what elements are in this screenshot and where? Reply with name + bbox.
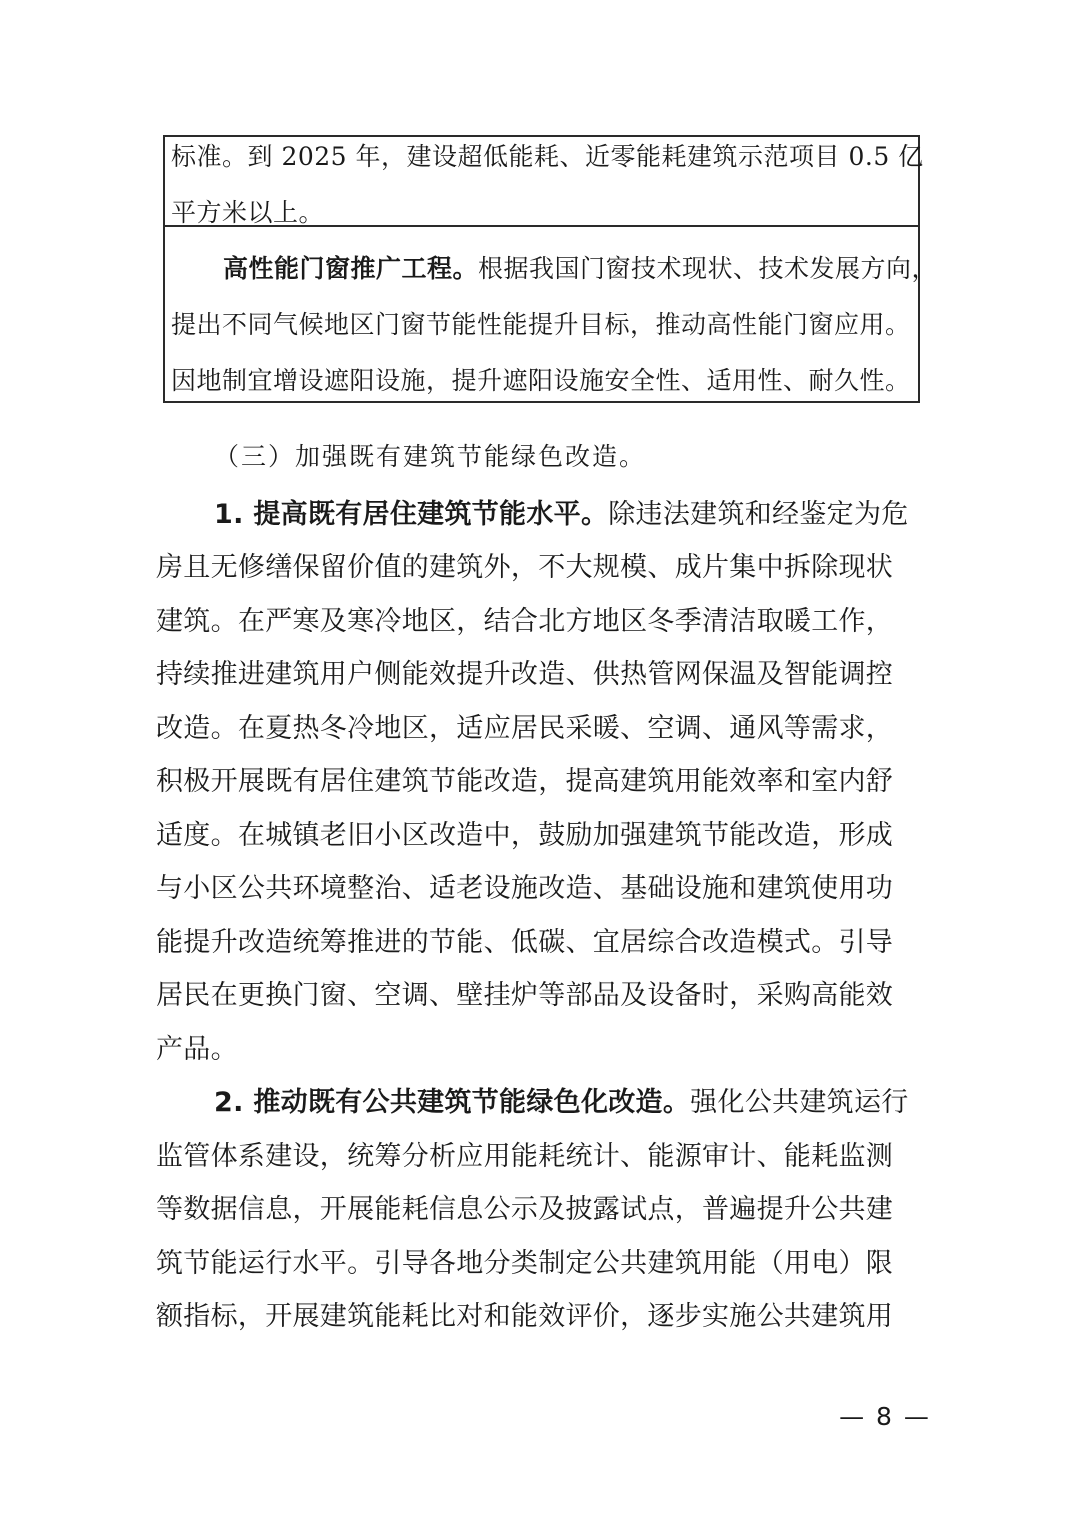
text-line: 与小区公共环境整治、适老设施改造、基础设施和建筑使用功 <box>156 873 894 904</box>
text-line: 持续推进建筑用户侧能效提升改造、供热管网保温及智能调控 <box>156 659 894 690</box>
text-line: 居民在更换门窗、空调、壁挂炉等部品及设备时，采购高能效 <box>156 980 894 1011</box>
text-line: 等数据信息，开展能耗信息公示及披露试点，普遍提升公共建 <box>156 1194 894 1225</box>
text-line <box>156 1076 926 1130</box>
text-line: 因地制宜增设遮阳设施，提升遮阳设施安全性、适用性、耐久性。 <box>171 366 911 395</box>
callout-box <box>163 135 938 403</box>
text-span: 根据我国门窗技术现状、技术发展方向， <box>478 254 938 283</box>
text-line: 能提升改造统筹推进的节能、低碳、宜居综合改造模式。引导 <box>156 926 894 958</box>
text-line: 积极开展既有居住建筑节能改造，提高建筑用能效率和室内舒 <box>156 766 894 797</box>
text-line: 平方米以上。 <box>171 198 325 227</box>
text-line: 产品。 <box>156 1033 238 1065</box>
text-line: 额指标，开展建筑能耗比对和能效评价，逐步实施公共建筑用 <box>156 1301 894 1332</box>
text-span: 除违法建筑和经鉴定为危 <box>608 498 909 530</box>
text-span: 强化公共建筑运行 <box>690 1087 909 1118</box>
page-number: — 8 — <box>839 1402 931 1431</box>
text-line: 标准。到 2025 年，建设超低能耗、近零能耗建筑示范项目 0.5 亿 <box>171 142 924 171</box>
item-title: 2. 推动既有公共建筑节能绿色化改造。 <box>214 1087 691 1118</box>
text-line: 提出不同气候地区门窗节能性能提升目标，推动高性能门窗应用。 <box>171 310 911 339</box>
text-line: 适度。在城镇老旧小区改造中，鼓励加强建筑节能改造，形成 <box>156 819 894 851</box>
item-title: 1. 提高既有居住建筑节能水平。 <box>214 498 609 530</box>
text-line <box>171 241 938 297</box>
callout-section-ultra-low-energy <box>165 129 924 227</box>
text-line: 房且无修缮保留价值的建筑外，不大规模、成片集中拆除现状 <box>156 552 894 583</box>
text-line <box>156 488 926 542</box>
paragraph-item-1 <box>156 488 926 1077</box>
section-heading: （三）加强既有建筑节能绿色改造。 <box>214 442 647 471</box>
paragraph-item-2 <box>156 1076 926 1344</box>
text-line: 筑节能运行水平。引导各地分类制定公共建筑用能（用电）限 <box>156 1247 894 1279</box>
callout-title: 高性能门窗推广工程。 <box>223 254 479 283</box>
text-line: 建筑。在严寒及寒冷地区，结合北方地区冬季清洁取暖工作， <box>156 605 894 637</box>
callout-section-windows-doors <box>165 227 938 401</box>
body-text <box>156 430 926 1344</box>
text-line: 监管体系建设，统筹分析应用能耗统计、能源审计、能耗监测 <box>156 1140 894 1172</box>
text-line: 改造。在夏热冬冷地区，适应居民采暖、空调、通风等需求， <box>156 712 894 744</box>
